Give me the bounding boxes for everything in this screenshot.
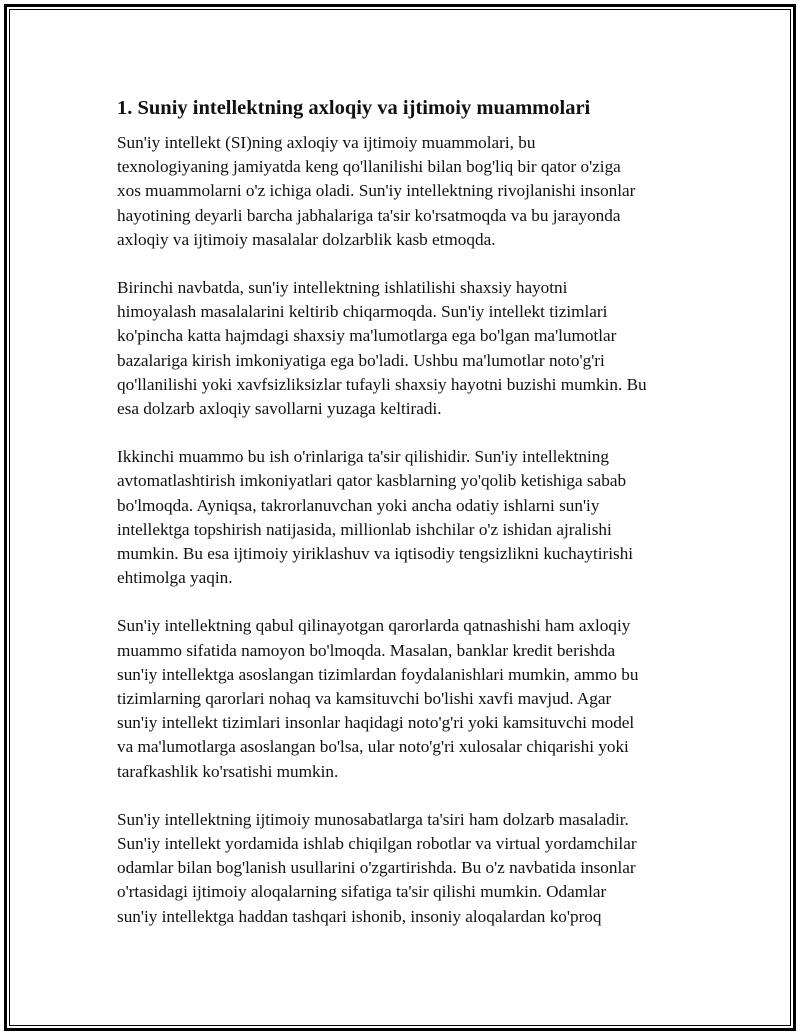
- text-line: o'rtasidagi ijtimoiy aloqalarning sifatiga ta'sir qilishi mumkin. Odamlar: [117, 882, 607, 902]
- text-line: bo'lmoqda. Ayniqsa, takrorlanuvchan yoki ancha odatiy ishlarni sun'iy: [117, 495, 600, 515]
- text-line: mumkin. Bu esa ijtimoiy yiriklashuv va iqtisodiy tengsizlikni kuchaytirishi: [117, 544, 634, 564]
- paragraph-decisions: [117, 614, 692, 783]
- text-line: sun'iy intellekt tizimlari insonlar haqidagi noto'g'ri yoki kamsituvchi model: [117, 713, 635, 733]
- text-line: Birinchi navbatda, sun'iy intellektning ishlatilishi shaxsiy hayotni: [117, 278, 568, 298]
- text-line: sun'iy intellektga asoslangan tizimlardan foydalanishlari mumkin, ammo bu: [117, 664, 639, 684]
- text-line: tarafkashlik ko'rsatishi mumkin.: [117, 761, 339, 781]
- paragraph-intro: [117, 131, 692, 252]
- text-line: tizimlarning qarorlari nohaq va kamsituvchi bo'lishi xavfi mavjud. Agar: [117, 689, 612, 709]
- paragraph-privacy: [117, 276, 692, 421]
- document-body: [117, 95, 692, 953]
- text-line: esa dolzarb axloqiy savollarni yuzaga keltiradi.: [117, 399, 442, 419]
- text-line: Sun'iy intellekt yordamida ishlab chiqilgan robotlar va virtual yordamchilar: [117, 834, 637, 854]
- text-line: Sun'iy intellektning ijtimoiy munosabatlarga ta'siri ham dolzarb masaladir.: [117, 809, 629, 829]
- text-line: sun'iy intellektga haddan tashqari ishonib, insoniy aloqalardan ko'proq: [117, 906, 602, 926]
- text-line: qo'llanilishi yoki xavfsizliksizlar tufayli shaxsiy hayotni buzishi mumkin. Bu: [117, 374, 647, 394]
- paragraph-jobs: [117, 445, 692, 590]
- text-line: ko'pincha katta hajmdagi shaxsiy ma'lumotlarga ega bo'lgan ma'lumotlar: [117, 326, 617, 346]
- text-line: bazalariga kirish imkoniyatiga ega bo'ladi. Ushbu ma'lumotlar noto'g'ri: [117, 350, 605, 370]
- text-line: Sun'iy intellektning qabul qilinayotgan qarorlarda qatnashishi ham axloqiy: [117, 616, 631, 636]
- text-line: ehtimolga yaqin.: [117, 568, 233, 588]
- text-line: hayotining deyarli barcha jabhalariga ta'sir ko'rsatmoqda va bu jarayonda: [117, 205, 621, 225]
- text-line: Ikkinchi muammo bu ish o'rinlariga ta'sir qilishidir. Sun'iy intellektning: [117, 447, 609, 467]
- text-line: avtomatlashtirish imkoniyatlari qator kasblarning yo'qolib ketishiga sabab: [117, 471, 627, 491]
- text-line: texnologiyaning jamiyatda keng qo'llanilishi bilan bog'liq bir qator o'ziga: [117, 157, 621, 177]
- paragraph-social: [117, 808, 692, 929]
- text-line: odamlar bilan bog'lanish usullarini o'zgartirishda. Bu o'z navbatida insonlar: [117, 858, 636, 878]
- text-line: axloqiy va ijtimoiy masalalar dolzarblik kasb etmoqda.: [117, 229, 496, 249]
- text-line: himoyalash masalalarini keltirib chiqarmoqda. Sun'iy intellekt tizimlari: [117, 302, 608, 322]
- text-line: Sun'iy intellekt (SI)ning axloqiy va ijtimoiy muammolari, bu: [117, 133, 536, 152]
- text-line: intellektga topshirish natijasida, millionlab ishchilar o'z ishidan ajralishi: [117, 519, 612, 539]
- text-line: va ma'lumotlarga asoslangan bo'lsa, ular noto'g'ri xulosalar chiqarishi yoki: [117, 737, 629, 757]
- text-line: muammo sifatida namoyon bo'lmoqda. Masalan, banklar kredit berishda: [117, 640, 616, 660]
- section-heading: 1. Suniy intellektning axloqiy va ijtimoiy muammolari: [117, 97, 591, 119]
- text-line: xos muammolarni o'z ichiga oladi. Sun'iy intellektning rivojlanishi insonlar: [117, 181, 636, 201]
